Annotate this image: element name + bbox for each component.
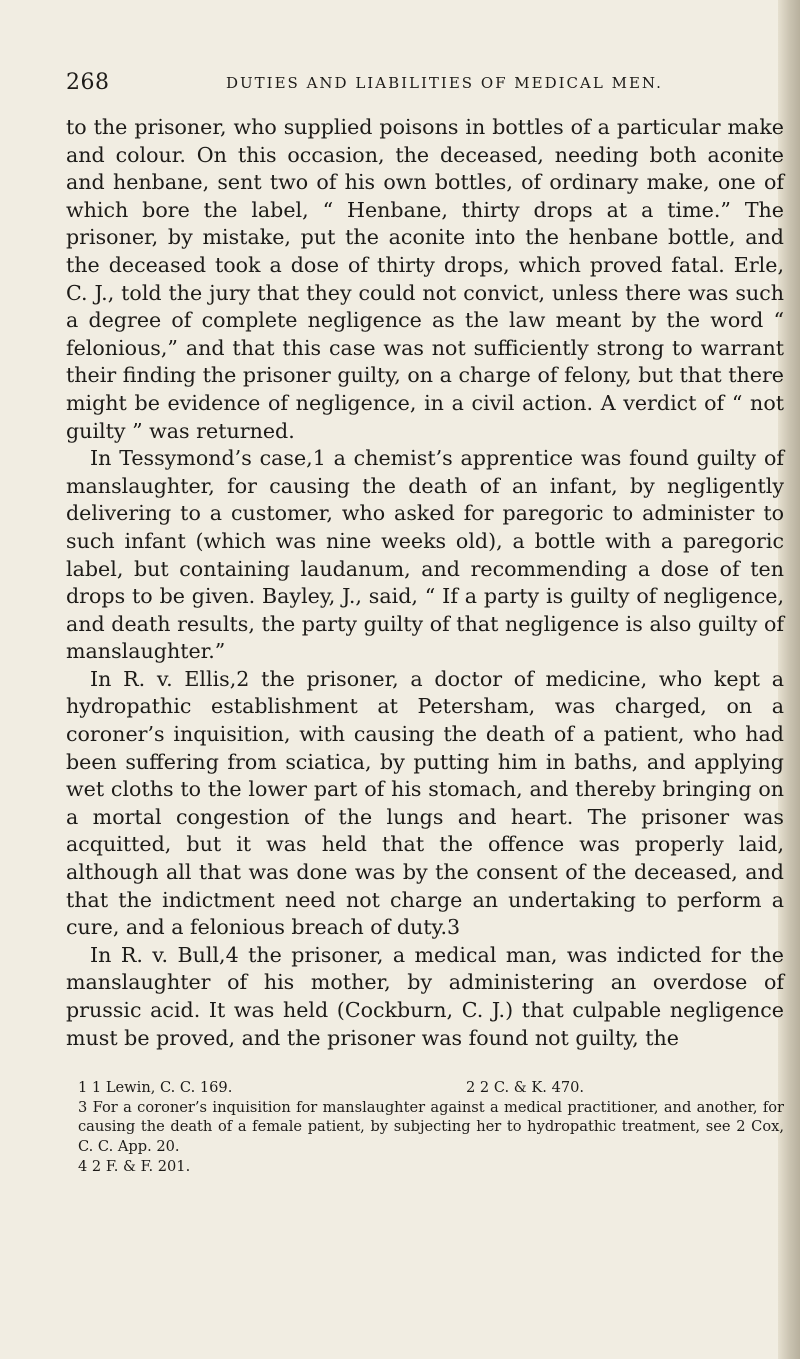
paragraph-continuation: to the prisoner, who supplied poisons in bottles of a particular make and colour. On this occasion, the deceased, needing both aconite and henbane, sent two of his own bottles, of ordinary make, one of which bore the label, “ Henbane, thirty drops at a time.” The prisoner, by mistake, put the aconite into the henbane bottle, and the deceased took a dose of thirty drops, which proved fatal. Erle, C. J., told the jury that they could not convict, unless there was such a degree of complete negligence as the law meant by the word “ felonious,” and that this case was not sufficiently strong to warrant their finding the prisoner guilty, on a charge of felony, but that there might be evidence of negligence, in a civil action. A verdict of “ not guilty ” was returned. (66, 115, 784, 443)
running-title: DUTIES AND LIABILITIES OF MEDICAL MEN. (226, 74, 663, 92)
footnote-2: 2 2 C. & K. 470. (466, 1079, 585, 1097)
book-page (66, 70, 784, 1176)
footnotes (66, 1078, 784, 1176)
body-text (66, 114, 784, 1052)
footnote-3: 3 For a coroner’s inquisition for manslaughter against a medical practitioner, and another, for causing the death of a female patient, by subjecting her to hydropathic treatment, see 2 Cox, C. C. App. 20. (78, 1098, 784, 1155)
running-head (66, 70, 784, 104)
paragraph-tessymond: In Tessymond’s case,1 a chemist’s apprentice was found guilty of manslaughter, for causing the death of an infant, by negligently delivering to a customer, who asked for paregoric to administer to such infant (which was nine weeks old), a bottle with a paregoric label, but containing laudanum, and recommending a dose of ten drops to be given. Bayley, J., said, “ If a party is guilty of negligence, and death results, the party guilty of that negligence is also guilty of manslaughter.” (66, 446, 784, 664)
paragraph-r-v-bull: In R. v. Bull,4 the prisoner, a medical man, was indicted for the manslaughter of his mother, by administering an overdose of prussic acid. It was held (Cockburn, C. J.) that culpable negligence must be proved, and the prisoner was found not guilty, the (66, 942, 784, 1050)
footnote-4: 4 2 F. & F. 201. (78, 1157, 191, 1175)
paragraph-r-v-ellis: In R. v. Ellis,2 the prisoner, a doctor of medicine, who kept a hydropathic establishment at Petersham, was charged, on a coroner’s inquisition, with causing the death of a patient, who had been suffering from sciatica, by putting him in baths, and applying wet cloths to the lower part of his stomach, and thereby bringing on a mortal congestion of the lungs and heart. The prisoner was acquitted, but it was held that the offence was properly laid, although all that was done was by the consent of the deceased, and that the indictment need not charge an undertaking to perform a cure, and a felonious breach of duty.3 (66, 666, 784, 940)
page-number: 268 (66, 70, 110, 95)
footnote-1: 1 1 Lewin, C. C. 169. (78, 1079, 233, 1097)
footnote-row (66, 1078, 784, 1098)
